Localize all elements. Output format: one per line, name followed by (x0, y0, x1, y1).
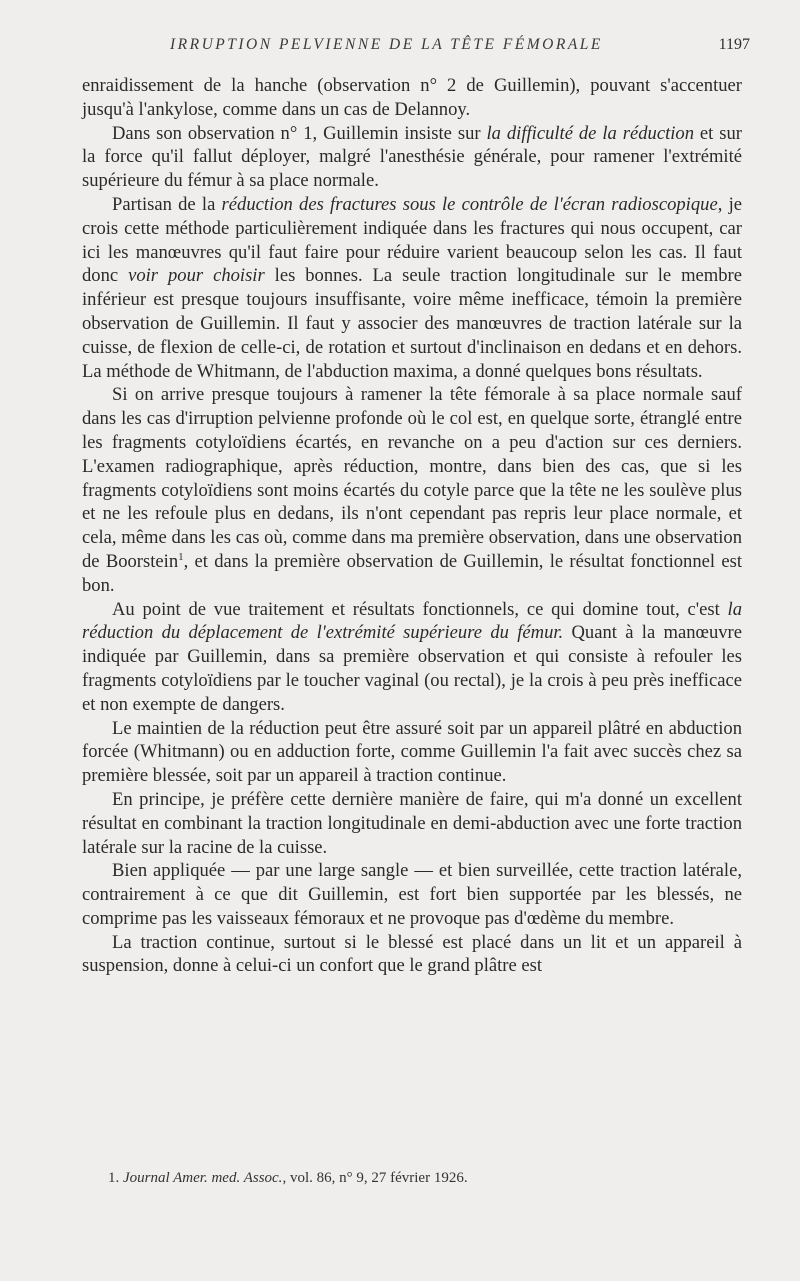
text-run: Partisan de la (112, 193, 222, 215)
text-run: Au point de vue traitement et résultats fonctionnels, ce qui domine tout, c'est (112, 598, 728, 620)
text-run: les bonnes. La seule traction longitudinale sur le membre inférieur est presque toujours insuffisante, voire même inefficace, témoin la première observation de Guillemin. Il faut y associer des manœuvres de traction latérale sur la cuisse, de flexion de celle-ci, de rotation et surtout d'inclinaison en dedans et en dehors. La méthode de Whitmann, de l'abduction maxima, a donné quelques bons résultats. (82, 265, 742, 382)
text-run: En principe, je préfère cette dernière manière de faire, qui m'a donné un excellent résultat en combinant la traction longitudinale en demi-abduction avec une forte traction latérale sur la racine de la cuisse. (82, 788, 742, 858)
page (82, 30, 750, 978)
text-run: Dans son observation n° 1, Guillemin insiste sur (112, 122, 487, 144)
text-run: , je crois cette méthode particulièrement indiquée dans les fractures qui nous occupent, car ici les manœuvres qu'il faut faire pour réduire varient beaucoup selon les cas. Il faut donc (82, 193, 742, 287)
paragraph (82, 931, 742, 979)
text-run: La traction continue, surtout si le blessé est placé dans un lit et un appareil à suspension, donne à celui-ci un confort que le grand plâtre est (82, 931, 742, 977)
paragraph (82, 859, 742, 930)
text-run: Bien appliquée — par une large sangle — et bien surveillée, cette traction latérale, contrairement à ce que dit Guillemin, est fort bien supportée par les blessés, ne comprime pas les vaisseaux fémoraux et ne provoque pas d'œdème du membre. (82, 860, 742, 929)
text-run: et sur la force qu'il fallut déployer, malgré l'anesthésie générale, pour ramener l'extrémité supérieure du fémur à sa place normale. (82, 122, 742, 192)
paragraph (82, 598, 742, 717)
footnote-number: 1. (108, 1170, 120, 1186)
running-title: IRRUPTION PELVIENNE DE LA TÊTE FÉMORALE (170, 36, 603, 53)
body-text (82, 74, 742, 978)
text-run: Le maintien de la réduction peut être assuré soit par un appareil plâtré en abduction forcée (Whitmann) ou en adduction forte, comme Guillemin l'a fait avec succès chez sa première blessée, soit par un appareil à traction continue. (82, 717, 742, 787)
paragraph (82, 788, 742, 859)
italic-text: voir pour choisir (128, 265, 265, 287)
page-number: 1197 (718, 36, 750, 53)
paragraph (82, 383, 742, 597)
footnote (108, 1170, 728, 1187)
text-run: enraidissement de la hanche (observation n° 2 de Guillemin), pouvant s'accentuer jusqu'à l'ankylose, comme dans un cas de Delannoy. (82, 75, 742, 120)
italic-text: la difficulté de la réduction (486, 122, 694, 144)
paragraph (82, 122, 742, 193)
paragraph (82, 74, 742, 122)
italic-text: réduction des fractures sous le contrôle de l'écran radioscopique (221, 193, 718, 215)
paragraph (82, 717, 742, 788)
paragraph (82, 193, 742, 383)
text-run: Si on arrive presque toujours à ramener la tête fémorale à sa place normale sauf dans les cas d'irruption pelvienne profonde où le col est, en quelque sorte, étranglé entre les fragments cotyloïdiens écartés, en revanche on a peu d'action sur ces derniers. L'examen radiographique, après réduction, montre, dans bien des cas, que si les fragments cotyloïdiens sont moins écartés du cotyle parce que la tête ne les soulève plus et ne les refoule plus en dedans, ils n'ont cependant pas repris leur place normale, et cela, même dans les cas où, comme dans ma première observation, dans une observation de Boorstein (82, 384, 742, 572)
footnote-journal: Journal Amer. med. Assoc. (123, 1170, 283, 1186)
footnote-reference: , vol. 86, n° 9, 27 février 1926. (282, 1170, 468, 1186)
text-run: , et dans la première observation de Guillemin, le résultat fonctionnel est bon. (82, 550, 742, 596)
italic-text: la réduction du déplacement de l'extrémité supérieure du fémur. (82, 598, 742, 644)
page-header (82, 30, 750, 58)
footnote-marker: 1 (178, 550, 184, 563)
text-run: Quant à la manœuvre indiquée par Guillemin, dans sa première observation et qui consiste à refouler les fragments cotyloïdiens par le toucher vaginal (ou rectal), je la crois à peu près inefficace et non exempte de dangers. (82, 622, 742, 715)
